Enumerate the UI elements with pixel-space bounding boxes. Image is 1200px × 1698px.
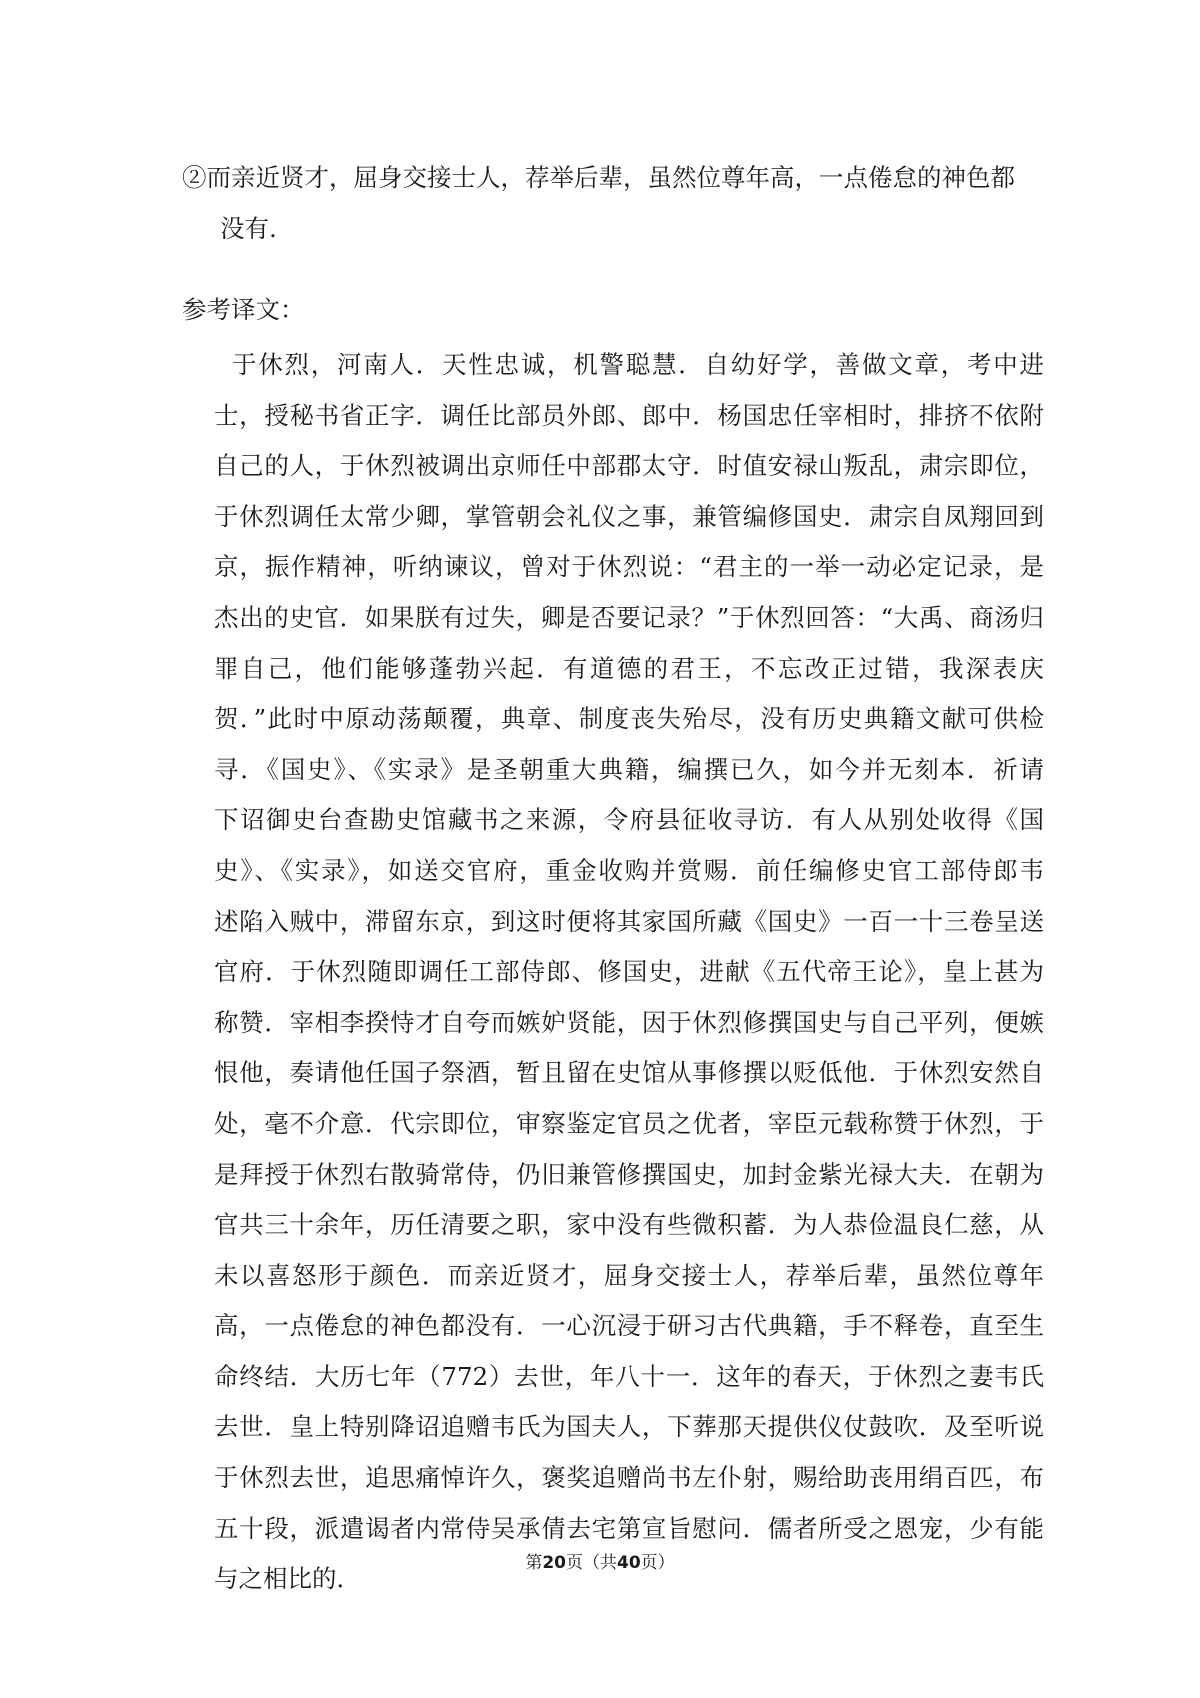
translation-line: 京，振作精神，听纳谏议，曾对于休烈说：“君主的一举一动必定记录，是 — [214, 552, 1044, 582]
translation-line: 寻．《国史》、《实录》是圣朝重大典籍，编撰已久，如今并无刻本．祈请 — [214, 754, 1044, 784]
translation-line: 处，毫不介意．代宗即位，审察鉴定官员之优者，宰臣元载称赞于休烈，于 — [214, 1108, 1044, 1138]
footer-total-pages: 40 — [617, 1553, 641, 1573]
translation-line: 与之相比的． — [214, 1564, 361, 1594]
translation-line: 五十段，派遣谒者内常侍吴承倩去宅第宣旨慰问．儒者所受之恩宠，少有能 — [214, 1513, 1044, 1543]
translation-line: 于休烈去世，追思痛悼许久，褒奖追赠尚书左仆射，赐给助丧用绢百匹，布 — [214, 1463, 1044, 1493]
translation-line: 恨他，奏请他任国子祭酒，暂且留在史馆从事修撰以贬低他．于休烈安然自 — [214, 1058, 1044, 1088]
answer-item-2-line-1: ②而亲近贤才，屈身交接士人，荐举后辈，虽然位尊年高，一点倦怠的神色都 — [182, 163, 1015, 192]
reference-translation-heading: 参考译文： — [182, 295, 305, 324]
translation-line: 于休烈，河南人．天性忠诚，机警聪慧．自幼好学，善做文章，考中进 — [232, 350, 1044, 379]
translation-line: 称赞．宰相李揆恃才自夸而嫉妒贤能，因于休烈修撰国史与自己平列，便嫉 — [214, 1007, 1044, 1037]
translation-line: 史》、《实录》，如送交官府，重金收购并赏赐．前任编修史官工部侍郎韦 — [214, 855, 1044, 885]
reference-translation-body — [214, 340, 1044, 1605]
translation-line: 杰出的史官．如果朕有过失，卿是否要记录？”于休烈回答：“大禹、商汤归 — [214, 602, 1044, 632]
translation-line: 下诏御史台查勘史馆藏书之来源，令府县征收寻访．有人从别处收得《国 — [214, 805, 1044, 835]
translation-line: 于休烈调任太常少卿，掌管朝会礼仪之事，兼管编修国史．肃宗自凤翔回到 — [214, 501, 1044, 531]
footer-middle: 页（共 — [566, 1553, 617, 1573]
answer-item-2 — [182, 152, 1032, 254]
answer-item-2-line-2: 没有. — [220, 214, 277, 243]
translation-line: 高，一点倦怠的神色都没有．一心沉浸于研习古代典籍，手不释卷，直至生 — [214, 1311, 1044, 1341]
footer-prefix: 第 — [525, 1553, 543, 1573]
translation-line: 官共三十余年，历任清要之职，家中没有些微积蓄．为人恭俭温良仁慈，从 — [214, 1210, 1044, 1240]
translation-line: 命终结．大历七年（772）去世，年八十一．这年的春天，于休烈之妻韦氏 — [214, 1361, 1044, 1391]
footer-suffix: 页） — [640, 1553, 675, 1573]
translation-line: 述陷入贼中，滞留东京，到这时便将其家国所藏《国史》一百一十三卷呈送 — [214, 906, 1044, 936]
translation-line: 未以喜怒形于颜色．而亲近贤才，屈身交接士人，荐举后辈，虽然位尊年 — [214, 1260, 1044, 1290]
page-footer — [0, 1551, 1200, 1575]
translation-line: 贺．”此时中原动荡颠覆，典章、制度丧失殆尽，没有历史典籍文献可供检 — [214, 704, 1044, 734]
translation-line: 罪自己，他们能够蓬勃兴起．有道德的君王，不忘改正过错，我深表庆 — [214, 653, 1044, 683]
footer-page-number: 20 — [542, 1553, 566, 1573]
translation-line: 去世．皇上特别降诏追赠韦氏为国夫人，下葬那天提供仪仗鼓吹．及至听说 — [214, 1412, 1044, 1442]
translation-line: 是拜授于休烈右散骑常侍，仍旧兼管修撰国史，加封金紫光禄大夫．在朝为 — [214, 1159, 1044, 1189]
translation-line: 官府．于休烈随即调任工部侍郎、修国史，进献《五代帝王论》，皇上甚为 — [214, 957, 1044, 987]
translation-line: 士，授秘书省正字．调任比部员外郎、郎中．杨国忠任宰相时，排挤不依附 — [214, 400, 1044, 430]
translation-line: 自己的人，于休烈被调出京师任中部郡太守．时值安禄山叛乱，肃宗即位， — [214, 451, 1044, 481]
